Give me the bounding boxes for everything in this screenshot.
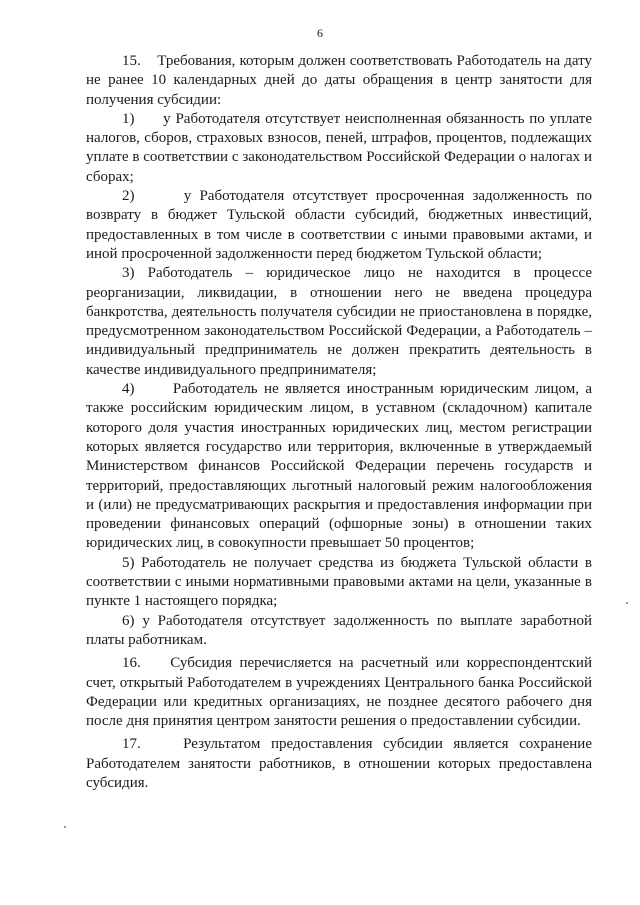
document-body (86, 52, 592, 793)
scan-speck (64, 826, 66, 828)
paragraph-15-item-5: 5) Работодатель не получает средства из бюджета Тульской области в соответствии с иными нормативными правовыми актами на цели, указанные в пункте 1 настоящего порядка; (86, 554, 592, 610)
paragraph-16: 16. Субсидия перечисляется на расчетный или корреспондентский счет, открытый Работодателем в учреждениях Центрального банка Российской Федерации или кредитных организациях, не позднее десятого рабочего дня после дня принятия центром занятости решения о предоставлении субсидии. (86, 655, 592, 730)
paragraph-15-item-2: 2) у Работодателя отсутствует просроченная задолженность по возврату в бюджет Тульской области субсидий, бюджетных инвестиций, предоставленных в том числе в соответствии с иными правовыми актами, и иной просроченной задолженности перед бюджетом Тульской области; (86, 188, 592, 262)
scan-speck (626, 602, 628, 604)
paragraph-15-item-6: 6) у Работодателя отсутствует задолженность по выплате заработной платы работникам. (86, 612, 592, 648)
paragraph-15-item-3: 3) Работодатель – юридическое лицо не находится в процессе реорганизации, ликвидации, в отношении него не введена процедура банкротства, деятельность получателя субсидии не приостановлена в порядке, предусмотренном законодательством Российской Федерации, а Работодатель – индивидуальный предприниматель не должен прекратить деятельность в качестве индивидуального предпринимателя; (86, 265, 592, 378)
page-number: 6 (317, 26, 323, 40)
paragraph-15-item-4: 4) Работодатель не является иностранным юридическим лицом, а также российским юридическим лицом, в уставном (складочном) капитале которого доля участия иностранных юридических лиц, местом регистрации которых является государство или территория, включенные в утверждаемый Министерством финансов Российской Федерации перечень государств и территорий, предоставляющих льготный налоговый режим налогообложения и (или) не предусматривающих раскрытия и предоставления информации при проведении финансовых операций (офшорные зоны) в отношении таких юридических лиц, в совокупности превышает 50 процентов; (86, 381, 592, 552)
paragraph-15-item-1: 1) у Работодателя отсутствует неисполненная обязанность по уплате налогов, сборов, страховых взносов, пеней, штрафов, процентов, подлежащих уплате в соответствии с законодательством Российской Федерации о налогах и сборах; (86, 110, 592, 185)
paragraph-17: 17. Результатом предоставления субсидии является сохранение Работодателем занятости работников, в отношении которых предоставлена субсидия. (86, 736, 592, 791)
paragraph-15: 15. Требования, которым должен соответствовать Работодатель на дату не ранее 10 календарных дней до даты обращения в центр занятости для получения субсидии: (86, 53, 592, 108)
